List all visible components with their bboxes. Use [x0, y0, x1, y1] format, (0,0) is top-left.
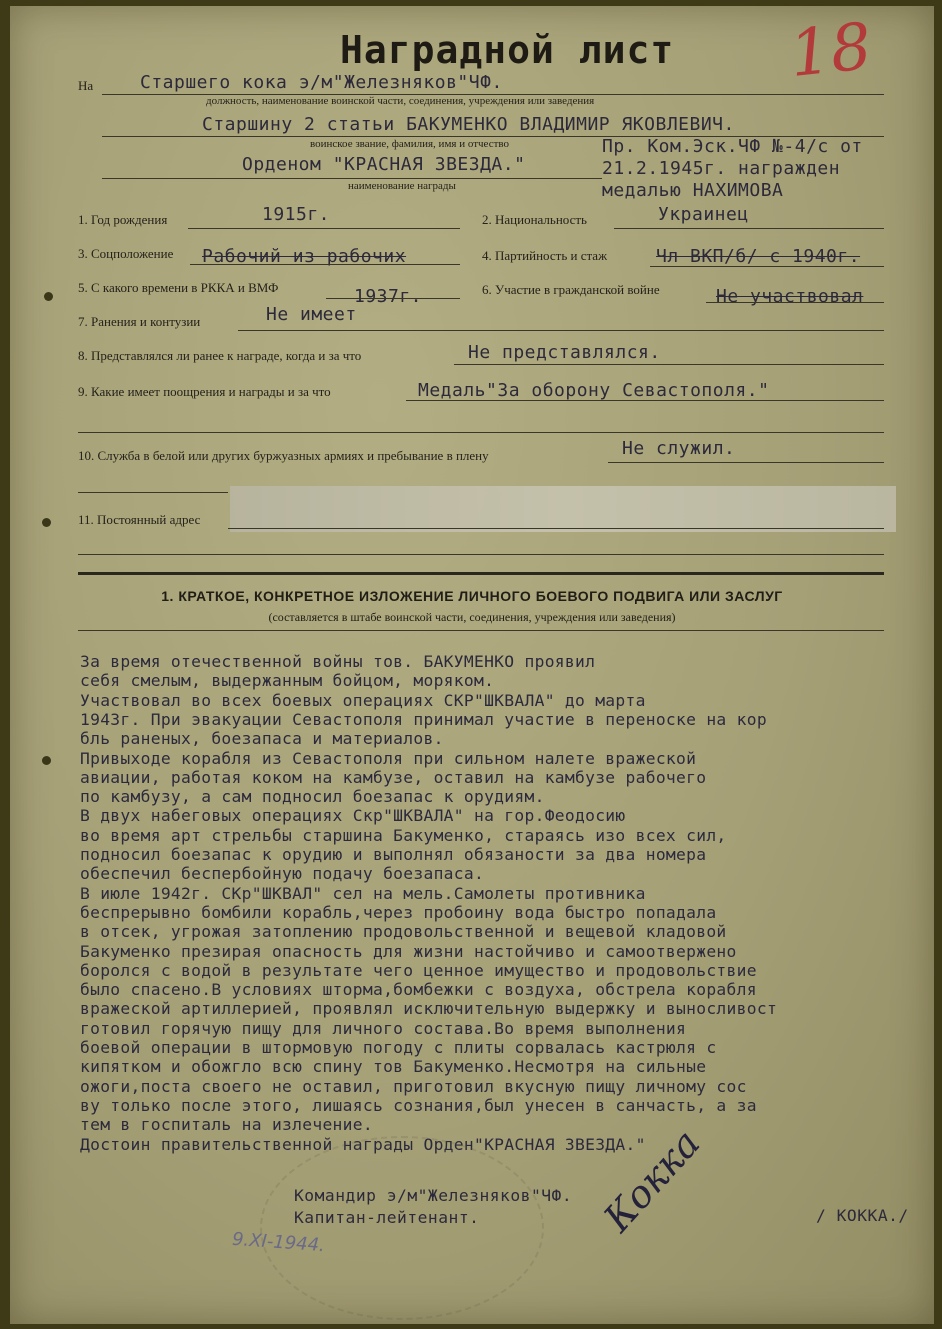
underline [78, 554, 884, 555]
underline [238, 330, 884, 331]
body-line: Бакуменко презирая опасность для жизни настойчиво и самоотвержено [80, 941, 737, 961]
white-army-value: Не служил. [622, 438, 736, 459]
birth-year-label: 1. Год рождения [78, 212, 168, 227]
position-value: Старшего кока э/м"Железняков"ЧФ. [140, 72, 503, 93]
service-since-label: 5. С какого времени в РККА и ВМФ [78, 280, 279, 295]
punch-hole [42, 756, 51, 765]
page-title: Наградной лист [340, 28, 675, 72]
underline [614, 228, 884, 229]
body-line: В июле 1942г. СКр"ШКВАЛ" сел на мель.Самолеты противника [80, 883, 646, 903]
faded-stamp [260, 1136, 544, 1320]
civil-war-label: 6. Участие в гражданской войне [482, 282, 660, 297]
underline [608, 462, 884, 463]
underline [406, 400, 884, 401]
awards-value: Медаль"За оборону Севастополя." [418, 380, 770, 401]
social-status-label: 3. Соцположение [78, 246, 174, 261]
body-line: обеспечил беспербойную подачу боезапаса. [80, 864, 485, 884]
body-line: готовил горячую пищу для личного состава.Во время выполнения [80, 1018, 687, 1038]
body-line: За время отечественной войны тов. БАКУМЕНКО проявил [80, 652, 596, 671]
section-title: 1. КРАТКОЕ, КОНКРЕТНОЕ ИЗЛОЖЕНИЕ ЛИЧНОГО БОЕВОГО ПОДВИГА ИЛИ ЗАСЛУГ [161, 588, 783, 604]
wounds-value: Не имеет [266, 304, 357, 325]
awards-label: 9. Какие имеет поощрения и награды и за что [78, 384, 331, 399]
section-underline [78, 630, 884, 631]
rank-caption: воинское звание, фамилия, имя и отчество [310, 138, 510, 150]
underline [706, 302, 884, 303]
underline [326, 298, 460, 299]
prior-award-label: 8. Представлялся ли ранее к награде, когда и за что [78, 348, 362, 363]
underline [454, 364, 884, 365]
address-label: 11. Постоянный адрес [78, 512, 201, 527]
body-line: во время арт стрельбы старшина Бакуменко, стараясь изо всех сил, [80, 825, 727, 845]
body-line: тем в госпиталь на излечение. [80, 1115, 373, 1135]
rank-name-value: Старшину 2 статьи БАКУМЕНКО ВЛАДИМИР ЯКОВЛЕВИЧ. [202, 114, 735, 135]
white-army-label: 10. Служба в белой или других буржуазных армиях и пребывание в плену [78, 448, 489, 463]
prior-award-value: Не представлялся. [468, 342, 661, 363]
body-line: ву только после этого, лишаясь сознания,был унесен в санчасть, а за [80, 1095, 757, 1115]
commander-line: Командир э/м"Железняков"ЧФ. [294, 1186, 573, 1205]
pencil-date: 9.XI-1944. [231, 1228, 326, 1257]
body-line: по камбузу, а сам подносил боезапас к орудиям. [80, 787, 545, 807]
underline [102, 178, 602, 179]
body-line: кипятком и обожгло всю спину тов Бакуменко.Несмотря на сильные [80, 1057, 707, 1077]
body-line: боролся с водой в результате чего ценное имущество и продовольствие [80, 960, 757, 980]
position-caption: должность, наименование воинской части, соединения, учреждения или заведения [206, 95, 595, 107]
body-line: Участвовал во всех боевых операциях СКР"ШКВАЛА" до марта [80, 690, 646, 710]
body-line: в отсек, угрожая затоплению продовольственной и вещевой кладовой [80, 922, 727, 942]
party-label: 4. Партийность и стаж [482, 248, 608, 263]
award-caption: наименование награды [348, 180, 456, 192]
handwritten-signature: Кокка [595, 1121, 709, 1240]
underline [190, 264, 460, 265]
section-divider [78, 572, 884, 575]
award-sheet [10, 6, 934, 1324]
body-line: подносил боезапас к орудию и выполнял обязаности за два номера [80, 845, 707, 864]
underline [78, 432, 884, 433]
civil-war-value: Не участвовал [716, 286, 864, 307]
commander-name: / КОККА./ [816, 1206, 909, 1225]
wounds-label: 7. Ранения и контузии [78, 314, 201, 329]
body-line: Привыходе корабля из Севастополя при сильном налете вражеской [80, 748, 697, 768]
underline [650, 266, 884, 267]
body-line: авиации, работая коком на камбузе, оставил на камбузе рабочего [80, 767, 707, 787]
party-value: Чл ВКП/б/ с 1940г. [656, 246, 861, 267]
note-line-3: медалью НАХИМОВА [602, 180, 784, 201]
body-line: Достоин правительственной награды Орден"КРАСНАЯ ЗВЕЗДА." [80, 1134, 646, 1154]
underline [188, 228, 460, 229]
birth-year-value: 1915г. [262, 204, 331, 225]
section-subtitle: (составляется в штабе воинской части, соединения, учреждения или заведения) [268, 610, 676, 624]
body-line: беспрерывно бомбили корабль,через пробоину вода быстро попадала [80, 902, 717, 922]
body-line: В двух набеговых операциях Скр"ШКВАЛА" на гор.Феодосию [80, 806, 626, 826]
body-line: ожоги,поста своего не оставил, приготовил вкусную пищу личному сос [80, 1076, 747, 1096]
award-value: Орденом "КРАСНАЯ ЗВЕЗДА." [242, 154, 526, 175]
body-line: 1943г. При эвакуации Севастополя принимал участие в переноске на кор [80, 709, 767, 729]
service-since-value: 1937г. [354, 286, 423, 307]
na-label: На [78, 78, 94, 93]
underline [78, 492, 228, 493]
body-line: было спасено.В условиях шторма,бомбежки с воздуха, обстрела корабля [80, 980, 757, 1000]
punch-hole [44, 292, 53, 301]
body-line: себя смелым, выдержанным бойцом, моряком. [80, 671, 495, 691]
social-status-value: Рабочий из рабочих [202, 246, 407, 267]
underline [228, 528, 884, 529]
note-line-1: Пр. Ком.Эск.ЧФ №-4/с от [602, 136, 863, 157]
body-line: боевой операции в штормовую погоду с плиты сорвалась кастрюля с [80, 1038, 717, 1057]
body-line: бль раненых, боезапаса и материалов. [80, 729, 444, 749]
note-line-2: 21.2.1945г. награжден [602, 158, 841, 179]
nationality-label: 2. Национальность [482, 212, 587, 227]
redacted-area [230, 486, 896, 532]
commander-rank: Капитан-лейтенант. [294, 1208, 480, 1227]
red-pencil-mark: 18 [786, 9, 876, 93]
body-line: вражеской артиллерией, проявлял исключительную выдержку и выносливост [80, 999, 778, 1019]
nationality-value: Украинец [658, 204, 749, 225]
punch-hole [42, 518, 51, 527]
